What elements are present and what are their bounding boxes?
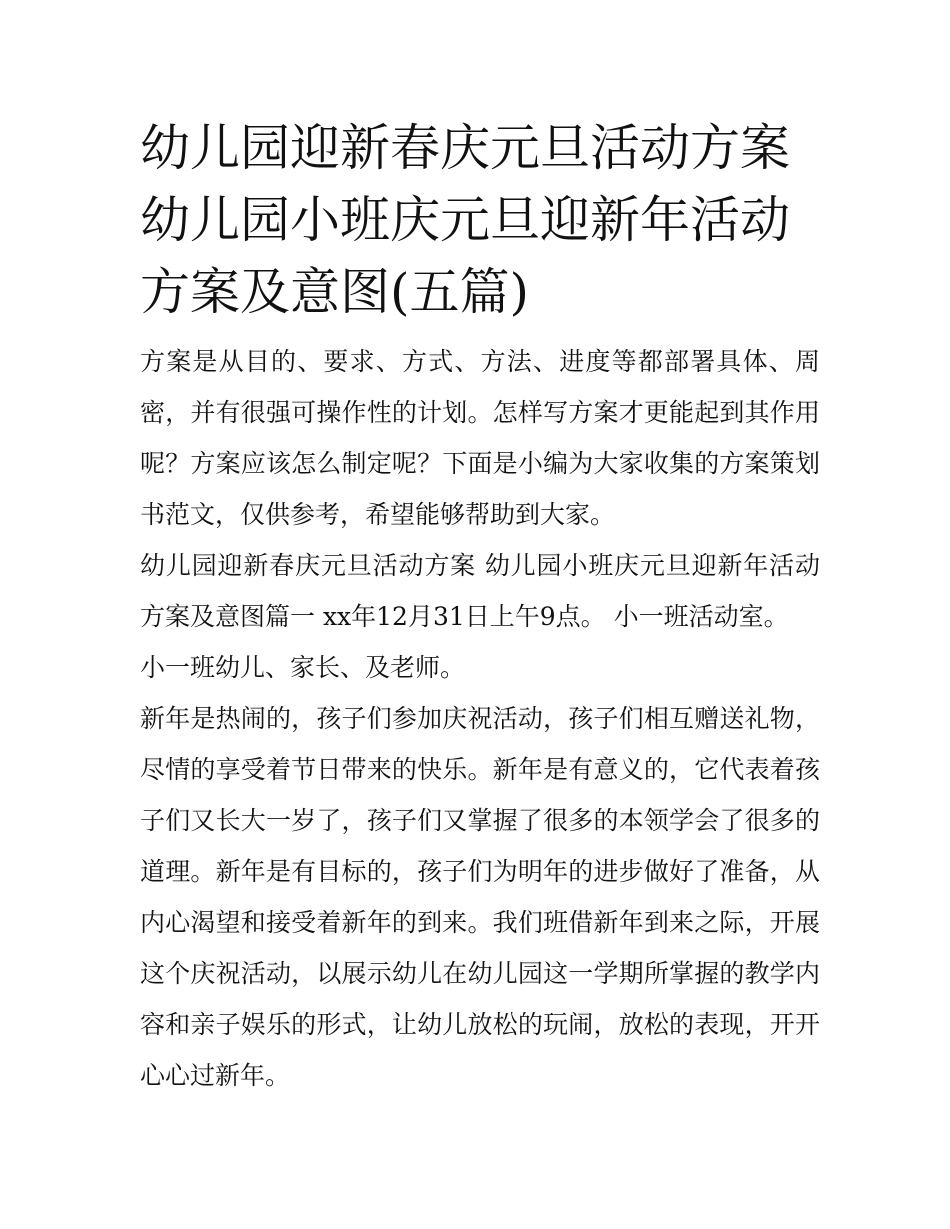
participants-paragraph: 小一班幼儿、家长、及老师。 bbox=[140, 653, 466, 682]
time-place-paragraph: 幼儿园迎新春庆元旦活动方案 幼儿园小班庆元旦迎新年活动方案及意图篇一 xx年12月31日上午9点。 小一班活动室。 bbox=[140, 551, 820, 631]
document-title: 幼儿园迎新春庆元旦活动方案 幼儿园小班庆元旦迎新年活动方案及意图(五篇) bbox=[140, 119, 790, 321]
intro-paragraph: 方案是从目的、要求、方式、方法、进度等都部署具体、周密，并有很强可操作性的计划。怎样写方案才更能起到其作用呢？方案应该怎么制定呢？下面是小编为大家收集的方案策划书范文，仅供参考，希望能够帮助到大家。 bbox=[140, 347, 820, 529]
purpose-paragraph: 新年是热闹的，孩子们参加庆祝活动，孩子们相互赠送礼物，尽情的享受着节日带来的快乐。新年是有意义的，它代表着孩子们又长大一岁了，孩子们又掌握了很多的本领学会了很多的道理。新年是有目标的，孩子们为明年的进步做好了准备，从内心渴望和接受着新年的到来。我们班借新年到来之际，开展这个庆祝活动，以展示幼儿在幼儿园这一学期所掌握的教学内容和亲子娱乐的形式，让幼儿放松的玩闹，放松的表现，开开心心过新年。 bbox=[140, 704, 820, 1090]
document-page bbox=[140, 112, 820, 1101]
